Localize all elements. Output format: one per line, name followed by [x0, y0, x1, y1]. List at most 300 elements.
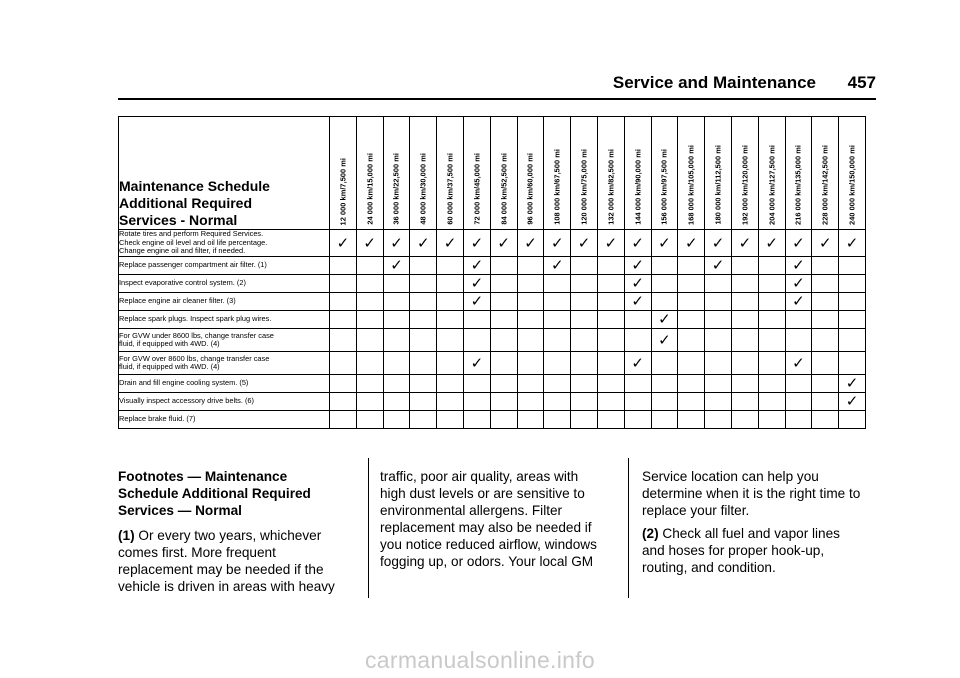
table-row [119, 411, 866, 429]
interval-header [624, 117, 651, 230]
empty-cell [356, 411, 383, 429]
check-icon: ✓ [470, 234, 484, 252]
empty-cell [705, 393, 732, 411]
table-body [119, 230, 866, 429]
check-icon: ✓ [845, 375, 859, 392]
empty-cell [705, 293, 732, 311]
interval-label: 24 000 km/15,000 mi [365, 153, 375, 225]
maintenance-schedule-table [118, 116, 866, 429]
check-mark-cell [839, 375, 866, 393]
empty-cell [812, 352, 839, 375]
empty-cell [624, 329, 651, 352]
interval-label: 240 000 km/150,000 mi [847, 145, 857, 225]
check-icon: ✓ [336, 234, 350, 252]
check-mark-cell [758, 230, 785, 257]
empty-cell [731, 257, 758, 275]
empty-cell [651, 375, 678, 393]
task-line: fluid, if equipped with 4WD. (4) [119, 339, 220, 348]
empty-cell [437, 293, 464, 311]
table-row [119, 311, 866, 329]
footnotes-heading: Footnotes — Maintenance Schedule Additional Required Services — Normal [118, 469, 311, 518]
footnotes-column-1 [118, 468, 358, 601]
empty-cell [330, 275, 357, 293]
empty-cell [812, 311, 839, 329]
interval-label: 96 000 km/60,000 mi [525, 153, 535, 225]
check-icon: ✓ [631, 354, 644, 372]
task-line: Inspect evaporative control system. (2) [119, 278, 246, 288]
task-description [119, 352, 330, 375]
empty-cell [517, 329, 544, 352]
empty-cell [597, 311, 624, 329]
check-icon: ✓ [845, 234, 859, 252]
check-icon: ✓ [792, 354, 805, 372]
check-mark-cell [463, 257, 490, 275]
interval-header [597, 117, 624, 230]
check-mark-cell [330, 230, 357, 257]
empty-cell [731, 275, 758, 293]
empty-cell [490, 311, 517, 329]
empty-cell [490, 257, 517, 275]
empty-cell [571, 257, 598, 275]
task-line: Replace passenger compartment air filter. (1) [119, 260, 267, 270]
empty-cell [463, 329, 490, 352]
empty-cell [705, 275, 732, 293]
check-mark-cell [731, 230, 758, 257]
interval-header [490, 117, 517, 230]
empty-cell [624, 311, 651, 329]
empty-cell [731, 393, 758, 411]
empty-cell [330, 393, 357, 411]
task-line: fluid, if equipped with 4WD. (4) [119, 362, 220, 371]
interval-header [437, 117, 464, 230]
interval-header [410, 117, 437, 230]
empty-cell [651, 293, 678, 311]
empty-cell [383, 393, 410, 411]
task-description [119, 329, 330, 352]
empty-cell [356, 352, 383, 375]
empty-cell [812, 329, 839, 352]
empty-cell [356, 293, 383, 311]
empty-cell [731, 352, 758, 375]
table-title-line: Additional Required [119, 195, 252, 211]
table-title-line: Maintenance Schedule [119, 178, 270, 194]
empty-cell [839, 311, 866, 329]
interval-label: 192 000 km/120,000 mi [740, 145, 750, 225]
table-row [119, 375, 866, 393]
check-icon: ✓ [497, 234, 510, 252]
check-icon: ✓ [631, 257, 644, 274]
empty-cell [410, 393, 437, 411]
empty-cell [571, 329, 598, 352]
check-mark-cell [624, 293, 651, 311]
empty-cell [758, 311, 785, 329]
column-divider [628, 458, 629, 598]
empty-cell [839, 411, 866, 429]
interval-label: 72 000 km/45,000 mi [472, 153, 482, 225]
check-mark-cell [490, 230, 517, 257]
footnote-number: (2) [642, 526, 659, 541]
empty-cell [463, 411, 490, 429]
interval-label: 228 000 km/142,500 mi [820, 145, 830, 225]
interval-header [571, 117, 598, 230]
interval-header [544, 117, 571, 230]
footnote-2: (2) Check all fuel and vapor lines and hoses for proper hook-up, routing, and condition. [642, 526, 840, 575]
table-row [119, 293, 866, 311]
check-mark-cell [571, 230, 598, 257]
check-mark-cell [597, 230, 624, 257]
check-icon: ✓ [738, 234, 752, 252]
table-row [119, 257, 866, 275]
empty-cell [678, 257, 705, 275]
empty-cell [383, 375, 410, 393]
empty-cell [330, 411, 357, 429]
empty-cell [597, 329, 624, 352]
empty-cell [571, 411, 598, 429]
empty-cell [678, 411, 705, 429]
check-mark-cell [463, 352, 490, 375]
watermark: carmanualsonline.info [364, 647, 596, 673]
interval-header [383, 117, 410, 230]
footnote-1-end: Service location can help you determine when it is the right time to replace your filter. [642, 469, 861, 518]
empty-cell [731, 411, 758, 429]
task-line: For GVW over 8600 lbs, change transfer case [119, 353, 270, 363]
check-icon: ✓ [363, 234, 376, 252]
task-description [119, 275, 330, 293]
empty-cell [597, 411, 624, 429]
empty-cell [624, 393, 651, 411]
check-mark-cell [651, 311, 678, 329]
interval-header [812, 117, 839, 230]
check-icon: ✓ [711, 257, 725, 274]
empty-cell [597, 257, 624, 275]
column-divider [368, 458, 369, 598]
check-icon: ✓ [658, 311, 671, 328]
empty-cell [651, 352, 678, 375]
check-icon: ✓ [390, 234, 403, 252]
empty-cell [544, 411, 571, 429]
empty-cell [758, 393, 785, 411]
interval-header [705, 117, 732, 230]
empty-cell [356, 375, 383, 393]
empty-cell [410, 411, 437, 429]
table-row [119, 352, 866, 375]
interval-header [785, 117, 812, 230]
empty-cell [490, 375, 517, 393]
empty-cell [651, 411, 678, 429]
empty-cell [517, 293, 544, 311]
empty-cell [678, 311, 705, 329]
empty-cell [544, 393, 571, 411]
empty-cell [678, 352, 705, 375]
check-icon: ✓ [765, 234, 778, 252]
empty-cell [463, 393, 490, 411]
empty-cell [571, 375, 598, 393]
empty-cell [356, 329, 383, 352]
empty-cell [812, 293, 839, 311]
interval-header [517, 117, 544, 230]
empty-cell [758, 375, 785, 393]
footnotes-column-2 [380, 468, 620, 576]
empty-cell [437, 352, 464, 375]
table-row [119, 275, 866, 293]
empty-cell [383, 329, 410, 352]
interval-header [330, 117, 357, 230]
empty-cell [517, 411, 544, 429]
empty-cell [731, 293, 758, 311]
interval-label: 12 000 km/7,500 mi [338, 157, 348, 225]
empty-cell [383, 311, 410, 329]
empty-cell [597, 293, 624, 311]
check-icon: ✓ [390, 257, 403, 274]
empty-cell [517, 352, 544, 375]
empty-cell [839, 293, 866, 311]
empty-cell [731, 311, 758, 329]
empty-cell [437, 393, 464, 411]
empty-cell [490, 275, 517, 293]
task-description [119, 230, 330, 257]
check-icon: ✓ [550, 257, 564, 274]
empty-cell [383, 411, 410, 429]
empty-cell [785, 411, 812, 429]
task-line: Visually inspect accessory drive belts. (6) [119, 396, 255, 406]
interval-label: 132 000 km/82,500 mi [606, 149, 616, 225]
interval-label: 48 000 km/30,000 mi [418, 153, 428, 225]
check-mark-cell [383, 230, 410, 257]
empty-cell [597, 352, 624, 375]
task-line: Change engine oil and filter, if needed. [119, 246, 246, 256]
task-description [119, 375, 330, 393]
interval-label: 144 000 km/90,000 mi [633, 149, 643, 225]
task-line: For GVW under 8600 lbs, change transfer case [119, 330, 274, 340]
table-row [119, 230, 866, 257]
page-number: 457 [847, 73, 876, 92]
check-mark-cell [544, 230, 571, 257]
empty-cell [410, 293, 437, 311]
check-mark-cell [812, 230, 839, 257]
empty-cell [517, 275, 544, 293]
empty-cell [812, 411, 839, 429]
interval-header [731, 117, 758, 230]
empty-cell [410, 352, 437, 375]
interval-header [839, 117, 866, 230]
empty-cell [356, 311, 383, 329]
empty-cell [624, 375, 651, 393]
empty-cell [490, 329, 517, 352]
check-icon: ✓ [711, 234, 725, 252]
empty-cell [705, 375, 732, 393]
check-mark-cell [624, 230, 651, 257]
empty-cell [624, 411, 651, 429]
check-mark-cell [624, 352, 651, 375]
empty-cell [517, 375, 544, 393]
empty-cell [571, 352, 598, 375]
check-mark-cell [785, 275, 812, 293]
check-mark-cell [705, 257, 732, 275]
empty-cell [651, 257, 678, 275]
empty-cell [678, 393, 705, 411]
check-mark-cell [624, 257, 651, 275]
empty-cell [758, 257, 785, 275]
task-description [119, 393, 330, 411]
check-mark-cell [544, 257, 571, 275]
check-icon: ✓ [470, 275, 484, 292]
empty-cell [330, 311, 357, 329]
check-mark-cell [785, 352, 812, 375]
empty-cell [705, 311, 732, 329]
check-mark-cell [463, 275, 490, 293]
check-icon: ✓ [818, 234, 832, 252]
check-mark-cell [437, 230, 464, 257]
table-row [119, 329, 866, 352]
empty-cell [597, 275, 624, 293]
interval-label: 84 000 km/52,500 mi [499, 153, 509, 225]
empty-cell [544, 293, 571, 311]
interval-header [651, 117, 678, 230]
empty-cell [330, 375, 357, 393]
empty-cell [758, 352, 785, 375]
empty-cell [785, 375, 812, 393]
empty-cell [839, 352, 866, 375]
check-mark-cell [785, 257, 812, 275]
empty-cell [437, 311, 464, 329]
empty-cell [410, 257, 437, 275]
empty-cell [330, 329, 357, 352]
empty-cell [356, 257, 383, 275]
empty-cell [410, 311, 437, 329]
empty-cell [678, 275, 705, 293]
check-mark-cell [651, 230, 678, 257]
interval-label: 168 000 km/105,000 mi [686, 145, 696, 225]
empty-cell [678, 375, 705, 393]
interval-header [678, 117, 705, 230]
footnotes-column-3 [642, 468, 882, 582]
empty-cell [410, 329, 437, 352]
empty-cell [571, 293, 598, 311]
table-title [119, 117, 330, 230]
task-line: Check engine oil level and oil life percentage. [119, 237, 268, 247]
empty-cell [383, 293, 410, 311]
check-icon: ✓ [443, 234, 457, 252]
empty-cell [544, 311, 571, 329]
empty-cell [517, 257, 544, 275]
empty-cell [463, 375, 490, 393]
task-line: Drain and fill engine cooling system. (5) [119, 378, 249, 388]
empty-cell [785, 393, 812, 411]
empty-cell [437, 275, 464, 293]
empty-cell [758, 275, 785, 293]
empty-cell [812, 275, 839, 293]
empty-cell [785, 311, 812, 329]
interval-label: 60 000 km/37,500 mi [445, 153, 455, 225]
check-icon: ✓ [604, 234, 618, 252]
table-title-line: Services - Normal [119, 212, 238, 228]
empty-cell [839, 257, 866, 275]
check-mark-cell [651, 329, 678, 352]
empty-cell [410, 375, 437, 393]
empty-cell [812, 257, 839, 275]
check-icon: ✓ [577, 234, 591, 252]
empty-cell [705, 329, 732, 352]
empty-cell [678, 329, 705, 352]
check-icon: ✓ [845, 393, 859, 410]
empty-cell [678, 293, 705, 311]
interval-label: 156 000 km/97,500 mi [659, 149, 669, 225]
table-header-row [119, 117, 866, 230]
check-mark-cell [839, 393, 866, 411]
empty-cell [785, 329, 812, 352]
empty-cell [705, 411, 732, 429]
empty-cell [356, 275, 383, 293]
check-icon: ✓ [684, 234, 698, 252]
task-line: Replace engine air cleaner filter. (3) [119, 296, 236, 306]
table-row [119, 393, 866, 411]
empty-cell [330, 352, 357, 375]
check-icon: ✓ [631, 293, 644, 310]
task-description [119, 311, 330, 329]
check-icon: ✓ [792, 234, 805, 252]
check-mark-cell [383, 257, 410, 275]
header-divider [118, 98, 876, 100]
empty-cell [330, 293, 357, 311]
check-icon: ✓ [658, 234, 671, 252]
empty-cell [490, 293, 517, 311]
check-mark-cell [463, 293, 490, 311]
empty-cell [463, 311, 490, 329]
section-title: Service and Maintenance [612, 73, 816, 92]
interval-label: 120 000 km/75,000 mi [579, 149, 589, 225]
empty-cell [410, 275, 437, 293]
check-mark-cell [463, 230, 490, 257]
interval-header [463, 117, 490, 230]
interval-label: 180 000 km/112,500 mi [713, 145, 723, 225]
check-icon: ✓ [792, 293, 805, 310]
interval-header [356, 117, 383, 230]
check-icon: ✓ [524, 234, 537, 252]
empty-cell [651, 275, 678, 293]
interval-label: 108 000 km/67,500 mi [552, 149, 562, 225]
footnote-1-continued: traffic, poor air quality, areas with high dust levels or are sensitive to environmental allergens. Filter replacement may also be needed if you notice reduced airflow, windows fogging up, or odors. Your local GM [380, 469, 597, 569]
empty-cell [544, 329, 571, 352]
check-mark-cell [356, 230, 383, 257]
check-mark-cell [705, 230, 732, 257]
empty-cell [812, 393, 839, 411]
task-line: Rotate tires and perform Required Services. [119, 229, 264, 239]
empty-cell [812, 375, 839, 393]
empty-cell [356, 393, 383, 411]
interval-label: 36 000 km/22,500 mi [391, 153, 401, 225]
check-icon: ✓ [658, 331, 671, 349]
empty-cell [758, 329, 785, 352]
empty-cell [437, 257, 464, 275]
empty-cell [571, 393, 598, 411]
task-line: Replace brake fluid. (7) [119, 414, 196, 424]
interval-label: 204 000 km/127,500 mi [767, 145, 777, 225]
empty-cell [839, 275, 866, 293]
task-description [119, 411, 330, 429]
empty-cell [544, 352, 571, 375]
empty-cell [490, 411, 517, 429]
check-icon: ✓ [631, 275, 644, 292]
empty-cell [544, 375, 571, 393]
empty-cell [383, 352, 410, 375]
check-icon: ✓ [470, 354, 484, 372]
empty-cell [571, 311, 598, 329]
empty-cell [437, 375, 464, 393]
empty-cell [731, 375, 758, 393]
empty-cell [517, 393, 544, 411]
task-description [119, 293, 330, 311]
empty-cell [758, 411, 785, 429]
